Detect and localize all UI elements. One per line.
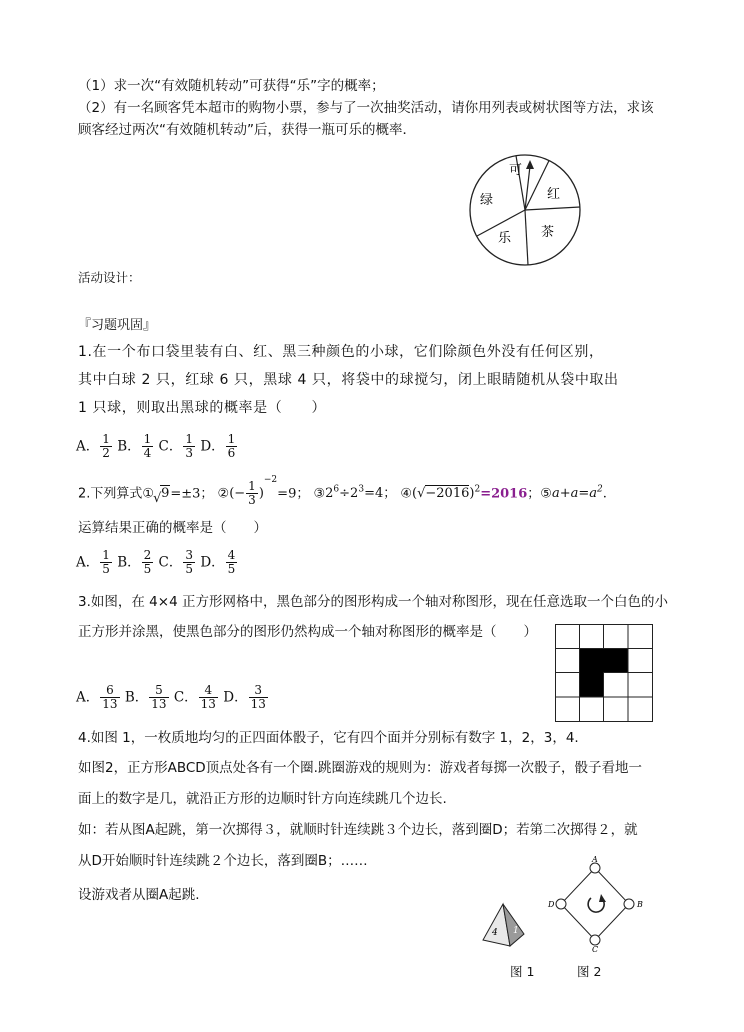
figure-1-label: 图 1 — [510, 964, 535, 979]
problem-3-options — [76, 684, 269, 711]
activity-design-label: 活动设计： — [78, 270, 141, 285]
option-c-letter: C． — [158, 438, 183, 455]
tetrahedron-die-figure — [480, 902, 526, 948]
problem-4-line-1: 4.如图 1，一枚质地均匀的正四面体骰子，它有四个面并分别标有数字 1，2，3，4. — [78, 730, 579, 746]
option-c-fraction: $\frac{3}{5}$ — [185, 548, 194, 576]
option-b-letter: B． — [117, 554, 141, 571]
expr-4: $(√-2016)^2$ — [412, 485, 481, 502]
spinner-label-ke: 可 — [509, 163, 523, 178]
expr-4-mark: ④ — [400, 486, 413, 502]
grid-figure — [555, 624, 653, 722]
option-b-fraction: $\frac{2}{5}$ — [143, 548, 152, 576]
expr-1-mark: ① — [142, 486, 155, 502]
vertex-label-c: C — [592, 945, 599, 952]
figure-2-label: 图 2 — [577, 964, 602, 979]
expr-5-mark: ⑤ — [540, 486, 552, 502]
option-a-letter: A． — [76, 438, 100, 455]
section-title: 『习题巩固』 — [78, 318, 157, 333]
problem-3-line-1: 3.如图，在 4×4 正方形网格中，黑色部分的图形构成一个轴对称图形，现在任意选取一个白色的小 — [78, 594, 668, 610]
problem-4-line-3: 面上的数字是几，就沿正方形的边顺时针方向连续跳几个边长. — [78, 791, 447, 807]
expr-1-radical: √ 9 — [153, 486, 170, 507]
option-c-fraction: $\frac{1}{3}$ — [185, 432, 194, 460]
die-face-1: 1 — [513, 926, 519, 936]
question-1-text: （1）求一次“有效随机转动”可获得“乐”字的概率； — [78, 78, 385, 94]
option-a-letter: A． — [76, 554, 100, 571]
expr-4-value: =2016 — [480, 486, 528, 502]
option-b-letter: B． — [117, 438, 141, 455]
vertex-label-d: D — [548, 900, 555, 909]
option-a-fraction: $\frac{1}{5}$ — [102, 548, 110, 576]
option-d-fraction: $\frac{4}{5}$ — [227, 548, 236, 576]
problem-2-lead: 2.下列算式 — [78, 486, 143, 502]
problem-4-line-4: 如：若从图A起跳，第一次掷得３，就顺时针连续跳３个边长，落到圈D；若第二次掷得２，就 — [78, 822, 638, 838]
expr-5-end: . — [602, 486, 607, 502]
expr-2-rest: =9； — [277, 486, 310, 502]
vertex-label-a: A — [592, 856, 598, 864]
problem-2-line-2: 运算结果正确的概率是（ ） — [78, 520, 267, 536]
option-a-fraction: $\frac{6}{13}$ — [102, 683, 118, 711]
problem-1-line-2: 其中白球 2 只，红球 6 只，黑球 4 只，将袋中的球搅匀，闭上眼睛随机从袋中取出 — [78, 372, 619, 388]
question-2-line-1: （2）有一名顾客凭本超市的购物小票，参与了一次抽奖活动，请你用列表或树状图等方法，求该 — [78, 100, 654, 116]
option-b-letter: B． — [124, 689, 149, 706]
expr-3: $2^6\div 2^3=4$； — [325, 485, 397, 502]
option-d-letter: D． — [200, 554, 225, 571]
die-face-4: 4 — [492, 928, 498, 938]
option-d-fraction: $\frac{3}{13}$ — [250, 683, 266, 711]
expr-5: $a+a=a^2$ — [551, 485, 603, 502]
spinner-figure — [467, 152, 583, 268]
option-b-fraction: $\frac{1}{4}$ — [143, 432, 152, 460]
expr-2: (− $\frac{1}{3}$ )$^{-2}$ — [229, 475, 278, 508]
question-2-line-2: 顾客经过两次“有效随机转动”后，获得一瓶可乐的概率． — [78, 122, 416, 138]
problem-2-line-1 — [78, 475, 607, 509]
option-d-fraction: $\frac{1}{6}$ — [227, 432, 236, 460]
option-b-fraction: $\frac{5}{13}$ — [151, 683, 167, 711]
option-a-letter: A． — [76, 689, 100, 706]
spinner-label-hong: 红 — [547, 187, 561, 202]
diamond-abcd-figure — [545, 856, 645, 952]
spinner-label-le: 乐 — [498, 231, 512, 246]
problem-1-line-1: 1.在一个布口袋里装有白、红、黑三种颜色的小球，它们除颜色外没有任何区别， — [78, 344, 604, 360]
spinner-label-lv: 绿 — [480, 193, 494, 208]
problem-4-line-6: 设游戏者从圈A起跳. — [78, 887, 200, 903]
option-c-letter: C． — [173, 689, 198, 706]
expr-2-mark: ② — [217, 486, 230, 502]
expr-1-rest: =±3； — [170, 486, 214, 502]
option-a-fraction: $\frac{1}{2}$ — [102, 432, 110, 460]
expr-4-end: ； — [527, 486, 541, 502]
option-d-letter: D． — [200, 438, 225, 455]
problem-1-options — [76, 433, 238, 460]
expr-3-mark: ③ — [313, 486, 326, 502]
vertex-label-b: B — [637, 900, 643, 909]
problem-4-line-2: 如图2，正方形ABCD顶点处各有一个圈.跳圈游戏的规则为：游戏者每掷一次骰子，骰子看地一 — [78, 760, 642, 776]
problem-2-options — [76, 549, 238, 576]
option-d-letter: D． — [223, 689, 248, 706]
option-c-fraction: $\frac{4}{13}$ — [200, 683, 216, 711]
problem-3-line-2: 正方形并涂黑，使黑色部分的图形仍然构成一个轴对称图形的概率是（ ） — [78, 624, 537, 640]
option-c-letter: C． — [158, 554, 183, 571]
problem-4-line-5: 从D开始顺时针连续跳２个边长，落到圈B；…… — [78, 853, 368, 869]
spinner-label-cha: 茶 — [541, 225, 555, 240]
problem-1-line-3: 1 只球，则取出黑球的概率是（ ） — [78, 400, 327, 416]
